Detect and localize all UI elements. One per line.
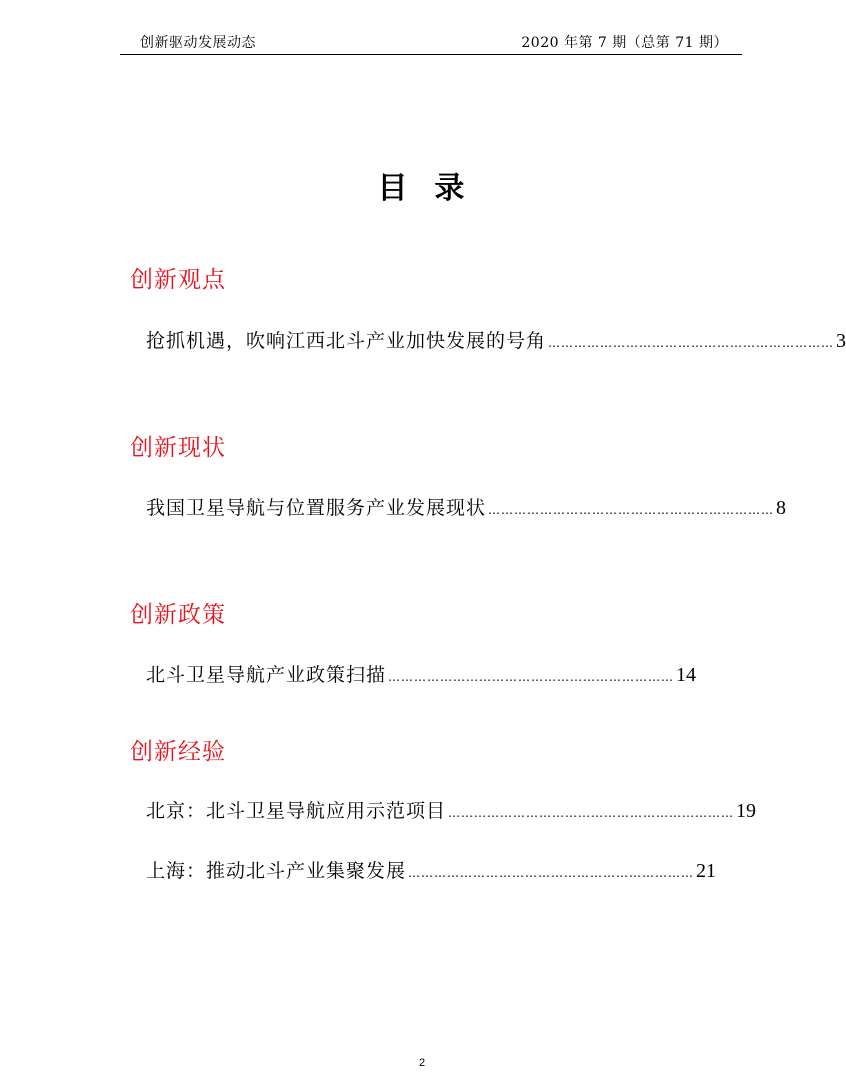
page-number: 2 (418, 1057, 426, 1069)
toc-leader-dots: ………………………………………………………… (488, 503, 775, 517)
page-title: 目 录 (377, 171, 467, 206)
section-heading-policy: 创新政策 (130, 602, 226, 628)
issue-number: 2020 年第 7 期（总第 71 期） (521, 35, 728, 51)
toc-entry-title: 上海：推动北斗产业集聚发展 (146, 860, 407, 882)
section-heading-viewpoints: 创新观点 (130, 267, 226, 293)
toc-entry-page: 21 (696, 860, 717, 882)
toc-entry[interactable] (146, 856, 717, 883)
page-header (120, 28, 742, 55)
toc-entry-title: 北京：北斗卫星导航应用示范项目 (146, 800, 447, 822)
toc-entry[interactable] (146, 326, 846, 353)
section-heading-status: 创新现状 (130, 435, 226, 461)
toc-entry-page: 14 (676, 664, 697, 686)
toc-leader-dots: ………………………………………………………… (388, 670, 675, 684)
toc-entry[interactable] (146, 660, 697, 687)
toc-entry-page: 3 (836, 330, 846, 352)
publication-name: 创新驱动发展动态 (140, 35, 256, 51)
section-heading-experience: 创新经验 (130, 739, 226, 765)
toc-leader-dots: ………………………………………………………… (408, 866, 695, 880)
toc-entry[interactable] (146, 796, 757, 823)
toc-entry-title: 北斗卫星导航产业政策扫描 (146, 664, 387, 686)
toc-leader-dots: ………………………………………………………… (548, 336, 835, 350)
toc-entry[interactable] (146, 493, 787, 520)
toc-leader-dots: ………………………………………………………… (448, 806, 735, 820)
toc-entry-page: 8 (776, 497, 787, 519)
toc-entry-page: 19 (736, 800, 757, 822)
toc-entry-title: 我国卫星导航与位置服务产业发展现状 (146, 497, 487, 519)
toc-entry-title: 抢抓机遇，吹响江西北斗产业加快发展的号角 (146, 330, 547, 352)
